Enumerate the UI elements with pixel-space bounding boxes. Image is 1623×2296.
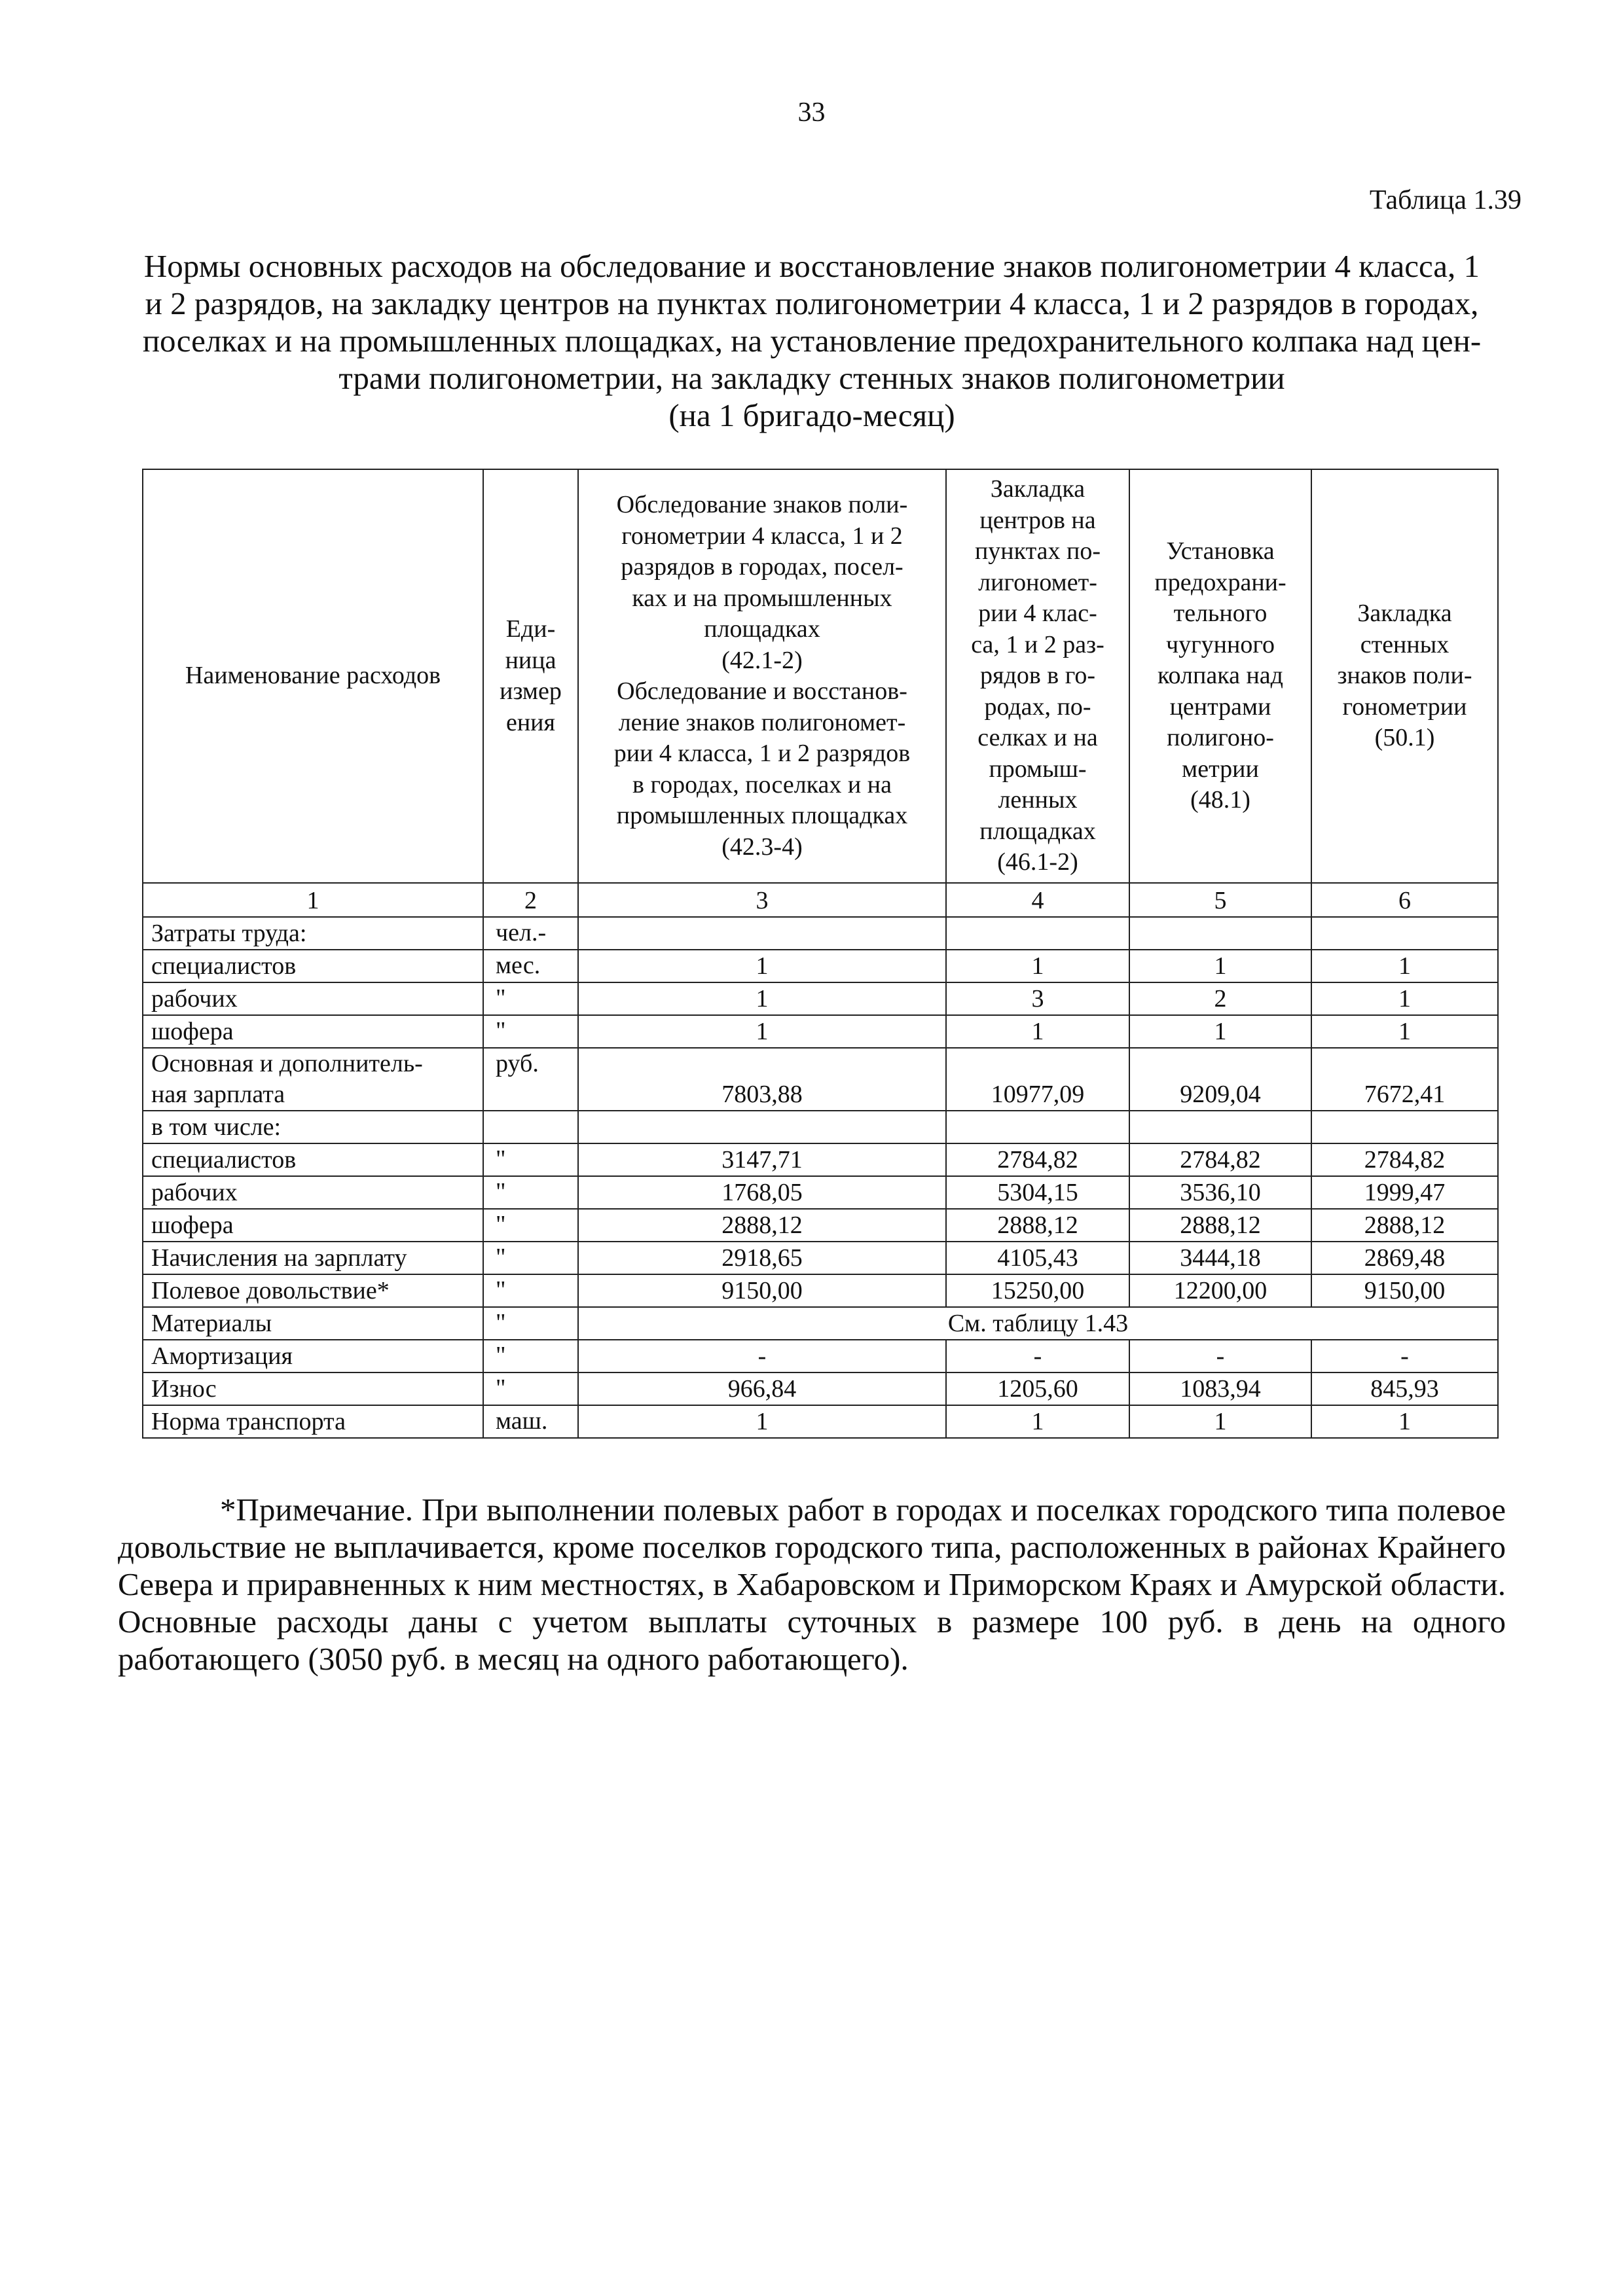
row-name: Материалы bbox=[143, 1307, 483, 1340]
cell-value: 1 bbox=[1129, 1015, 1311, 1048]
cell-value: 4105,43 bbox=[946, 1242, 1129, 1274]
page-number: 33 bbox=[797, 98, 826, 128]
cell-value: 12200,00 bbox=[1129, 1274, 1311, 1307]
row-name: рабочих bbox=[143, 982, 483, 1015]
cell-value bbox=[946, 917, 1129, 950]
title-line: Нормы основных расходов на обследование и восстановление знаков полигонометрии 4 класса, 1 bbox=[143, 248, 1480, 284]
footnote: *Примечание. При выполнении полевых работ в городах и поселках городского типа полевое довольствие не выплачивается, кроме поселков городского типа, расположенных в районах Крайнего Севера и приравненных к ним местностях, в Хабаровском и Приморском Краях и Амурской области. Основные расходы даны с учетом выплаты суточных в размере 100 руб. в день на одного работающего (3050 руб. в месяц на одного работающего). bbox=[118, 1492, 1506, 1677]
cell-value bbox=[1311, 917, 1498, 950]
row-unit bbox=[483, 1111, 578, 1143]
cell-value: 1083,94 bbox=[1129, 1372, 1311, 1405]
title-subtitle: (на 1 бригадо-месяц) bbox=[668, 397, 955, 433]
cell-value bbox=[1129, 917, 1311, 950]
cell-value: 7672,41 bbox=[1311, 1048, 1498, 1111]
cell-value: 1205,60 bbox=[946, 1372, 1129, 1405]
row-name: Затраты труда: bbox=[143, 917, 483, 950]
cell-value: - bbox=[1311, 1340, 1498, 1372]
table-row bbox=[143, 1340, 1498, 1372]
row-unit: " bbox=[483, 1015, 578, 1048]
cell-value: 9150,00 bbox=[578, 1274, 946, 1307]
cell-value: 1 bbox=[578, 1405, 946, 1438]
table-row bbox=[143, 1372, 1498, 1405]
title-line: и 2 разрядов, на закладку центров на пунктах полигонометрии 4 класса, 1 и 2 разрядов в городах, bbox=[145, 285, 1479, 321]
cell-value: 1999,47 bbox=[1311, 1176, 1498, 1209]
cell-value: 2888,12 bbox=[578, 1209, 946, 1242]
cell-value: - bbox=[578, 1340, 946, 1372]
table-row bbox=[143, 1242, 1498, 1274]
title-line: трами полигонометрии, на закладку стенных знаков полигонометрии bbox=[338, 360, 1285, 396]
row-unit: " bbox=[483, 982, 578, 1015]
table-row bbox=[143, 1405, 1498, 1438]
cell-value: 1 bbox=[578, 982, 946, 1015]
row-unit: " bbox=[483, 1307, 578, 1340]
cell-value: 1768,05 bbox=[578, 1176, 946, 1209]
cell-value: 2888,12 bbox=[1129, 1209, 1311, 1242]
cell-value: 1 bbox=[1311, 1015, 1498, 1048]
cell-value bbox=[578, 917, 946, 950]
header-unit: Еди- ница измер ения bbox=[483, 469, 578, 883]
header-survey-restoration: Обследование знаков поли- гонометрии 4 класса, 1 и 2 разрядов в городах, посел- ках и на промышленных площадках (42.1-2) Обследование и восстанов- ление знаков полигономет- рии 4 класса, 1 и 2 разрядов в городах, поселках и на промышленных площадках (42.3-4) bbox=[578, 469, 946, 883]
row-name: Полевое довольствие* bbox=[143, 1274, 483, 1307]
row-unit: маш. bbox=[483, 1405, 578, 1438]
cell-value: 2918,65 bbox=[578, 1242, 946, 1274]
cell-value: 1 bbox=[1311, 982, 1498, 1015]
table-row bbox=[143, 1176, 1498, 1209]
header-row bbox=[143, 469, 1498, 883]
merged-cell-value: См. таблицу 1.43 bbox=[578, 1307, 1498, 1340]
cell-value: 1 bbox=[946, 1015, 1129, 1048]
row-unit: чел.- bbox=[483, 917, 578, 950]
document-title bbox=[118, 247, 1506, 434]
cell-value: 1 bbox=[1311, 1405, 1498, 1438]
cell-value bbox=[578, 1111, 946, 1143]
row-name: Основная и дополнитель- ная зарплата bbox=[143, 1048, 483, 1111]
cell-value: 7803,88 bbox=[578, 1048, 946, 1111]
row-unit: " bbox=[483, 1143, 578, 1176]
row-unit: " bbox=[483, 1340, 578, 1372]
column-number: 2 bbox=[483, 883, 578, 917]
row-unit: " bbox=[483, 1372, 578, 1405]
header-cap-installation: Установка предохрани- тельного чугунного колпака над центрами полигоно- метрии (48.1) bbox=[1129, 469, 1311, 883]
cell-value bbox=[1311, 1111, 1498, 1143]
table-row bbox=[143, 1209, 1498, 1242]
cell-value: 2888,12 bbox=[1311, 1209, 1498, 1242]
table-row bbox=[143, 950, 1498, 982]
row-name: Норма транспорта bbox=[143, 1405, 483, 1438]
cell-value: 2784,82 bbox=[1129, 1143, 1311, 1176]
table-row bbox=[143, 917, 1498, 950]
header-wall-marks: Закладка стенных знаков поли- гонометрии (50.1) bbox=[1311, 469, 1498, 883]
cell-value: 1 bbox=[578, 1015, 946, 1048]
cell-value: 2888,12 bbox=[946, 1209, 1129, 1242]
row-unit: " bbox=[483, 1274, 578, 1307]
expense-norms-table bbox=[142, 469, 1499, 1439]
cell-value: - bbox=[946, 1340, 1129, 1372]
cell-value: 1 bbox=[946, 950, 1129, 982]
cell-value: 9209,04 bbox=[1129, 1048, 1311, 1111]
column-number: 6 bbox=[1311, 883, 1498, 917]
row-name: Амортизация bbox=[143, 1340, 483, 1372]
cell-value: 10977,09 bbox=[946, 1048, 1129, 1111]
row-name: Износ bbox=[143, 1372, 483, 1405]
row-unit: " bbox=[483, 1209, 578, 1242]
header-center-laying: Закладка центров на пунктах по- лигономет- рии 4 клас- са, 1 и 2 раз- рядов в го- родах, по- селках и на промыш- ленных площадках (46.1-2) bbox=[946, 469, 1129, 883]
column-number: 3 bbox=[578, 883, 946, 917]
cell-value: 3147,71 bbox=[578, 1143, 946, 1176]
cell-value: 845,93 bbox=[1311, 1372, 1498, 1405]
row-unit: " bbox=[483, 1242, 578, 1274]
table-row bbox=[143, 1111, 1498, 1143]
row-name: шофера bbox=[143, 1015, 483, 1048]
row-name: Начисления на зарплату bbox=[143, 1242, 483, 1274]
table-row bbox=[143, 1015, 1498, 1048]
cell-value: - bbox=[1129, 1340, 1311, 1372]
cell-value: 2784,82 bbox=[1311, 1143, 1498, 1176]
table-row bbox=[143, 1274, 1498, 1307]
cell-value: 3536,10 bbox=[1129, 1176, 1311, 1209]
table-label: Таблица 1.39 bbox=[1369, 185, 1522, 215]
row-name: рабочих bbox=[143, 1176, 483, 1209]
cell-value: 2 bbox=[1129, 982, 1311, 1015]
header-expense-name: Наименование расходов bbox=[143, 469, 483, 883]
cell-value: 1 bbox=[946, 1405, 1129, 1438]
row-name: специалистов bbox=[143, 1143, 483, 1176]
row-name: специалистов bbox=[143, 950, 483, 982]
row-name: в том числе: bbox=[143, 1111, 483, 1143]
cell-value bbox=[946, 1111, 1129, 1143]
cell-value: 1 bbox=[1311, 950, 1498, 982]
row-unit: мес. bbox=[483, 950, 578, 982]
row-unit: " bbox=[483, 1176, 578, 1209]
table-row bbox=[143, 982, 1498, 1015]
title-line: поселках и на промышленных площадках, на установление предохранительного колпака над цен- bbox=[142, 323, 1482, 359]
cell-value: 1 bbox=[1129, 950, 1311, 982]
cell-value: 1 bbox=[1129, 1405, 1311, 1438]
cell-value: 3 bbox=[946, 982, 1129, 1015]
table-row bbox=[143, 1307, 1498, 1340]
cell-value: 15250,00 bbox=[946, 1274, 1129, 1307]
cell-value: 1 bbox=[578, 950, 946, 982]
table-row bbox=[143, 1048, 1498, 1111]
cell-value: 966,84 bbox=[578, 1372, 946, 1405]
cell-value: 2869,48 bbox=[1311, 1242, 1498, 1274]
cell-value: 9150,00 bbox=[1311, 1274, 1498, 1307]
table-row bbox=[143, 1143, 1498, 1176]
column-number: 5 bbox=[1129, 883, 1311, 917]
cell-value: 5304,15 bbox=[946, 1176, 1129, 1209]
column-number: 1 bbox=[143, 883, 483, 917]
cell-value: 3444,18 bbox=[1129, 1242, 1311, 1274]
row-unit: руб. bbox=[483, 1048, 578, 1111]
row-name: шофера bbox=[143, 1209, 483, 1242]
cell-value: 2784,82 bbox=[946, 1143, 1129, 1176]
column-number-row bbox=[143, 883, 1498, 917]
column-number: 4 bbox=[946, 883, 1129, 917]
cell-value bbox=[1129, 1111, 1311, 1143]
